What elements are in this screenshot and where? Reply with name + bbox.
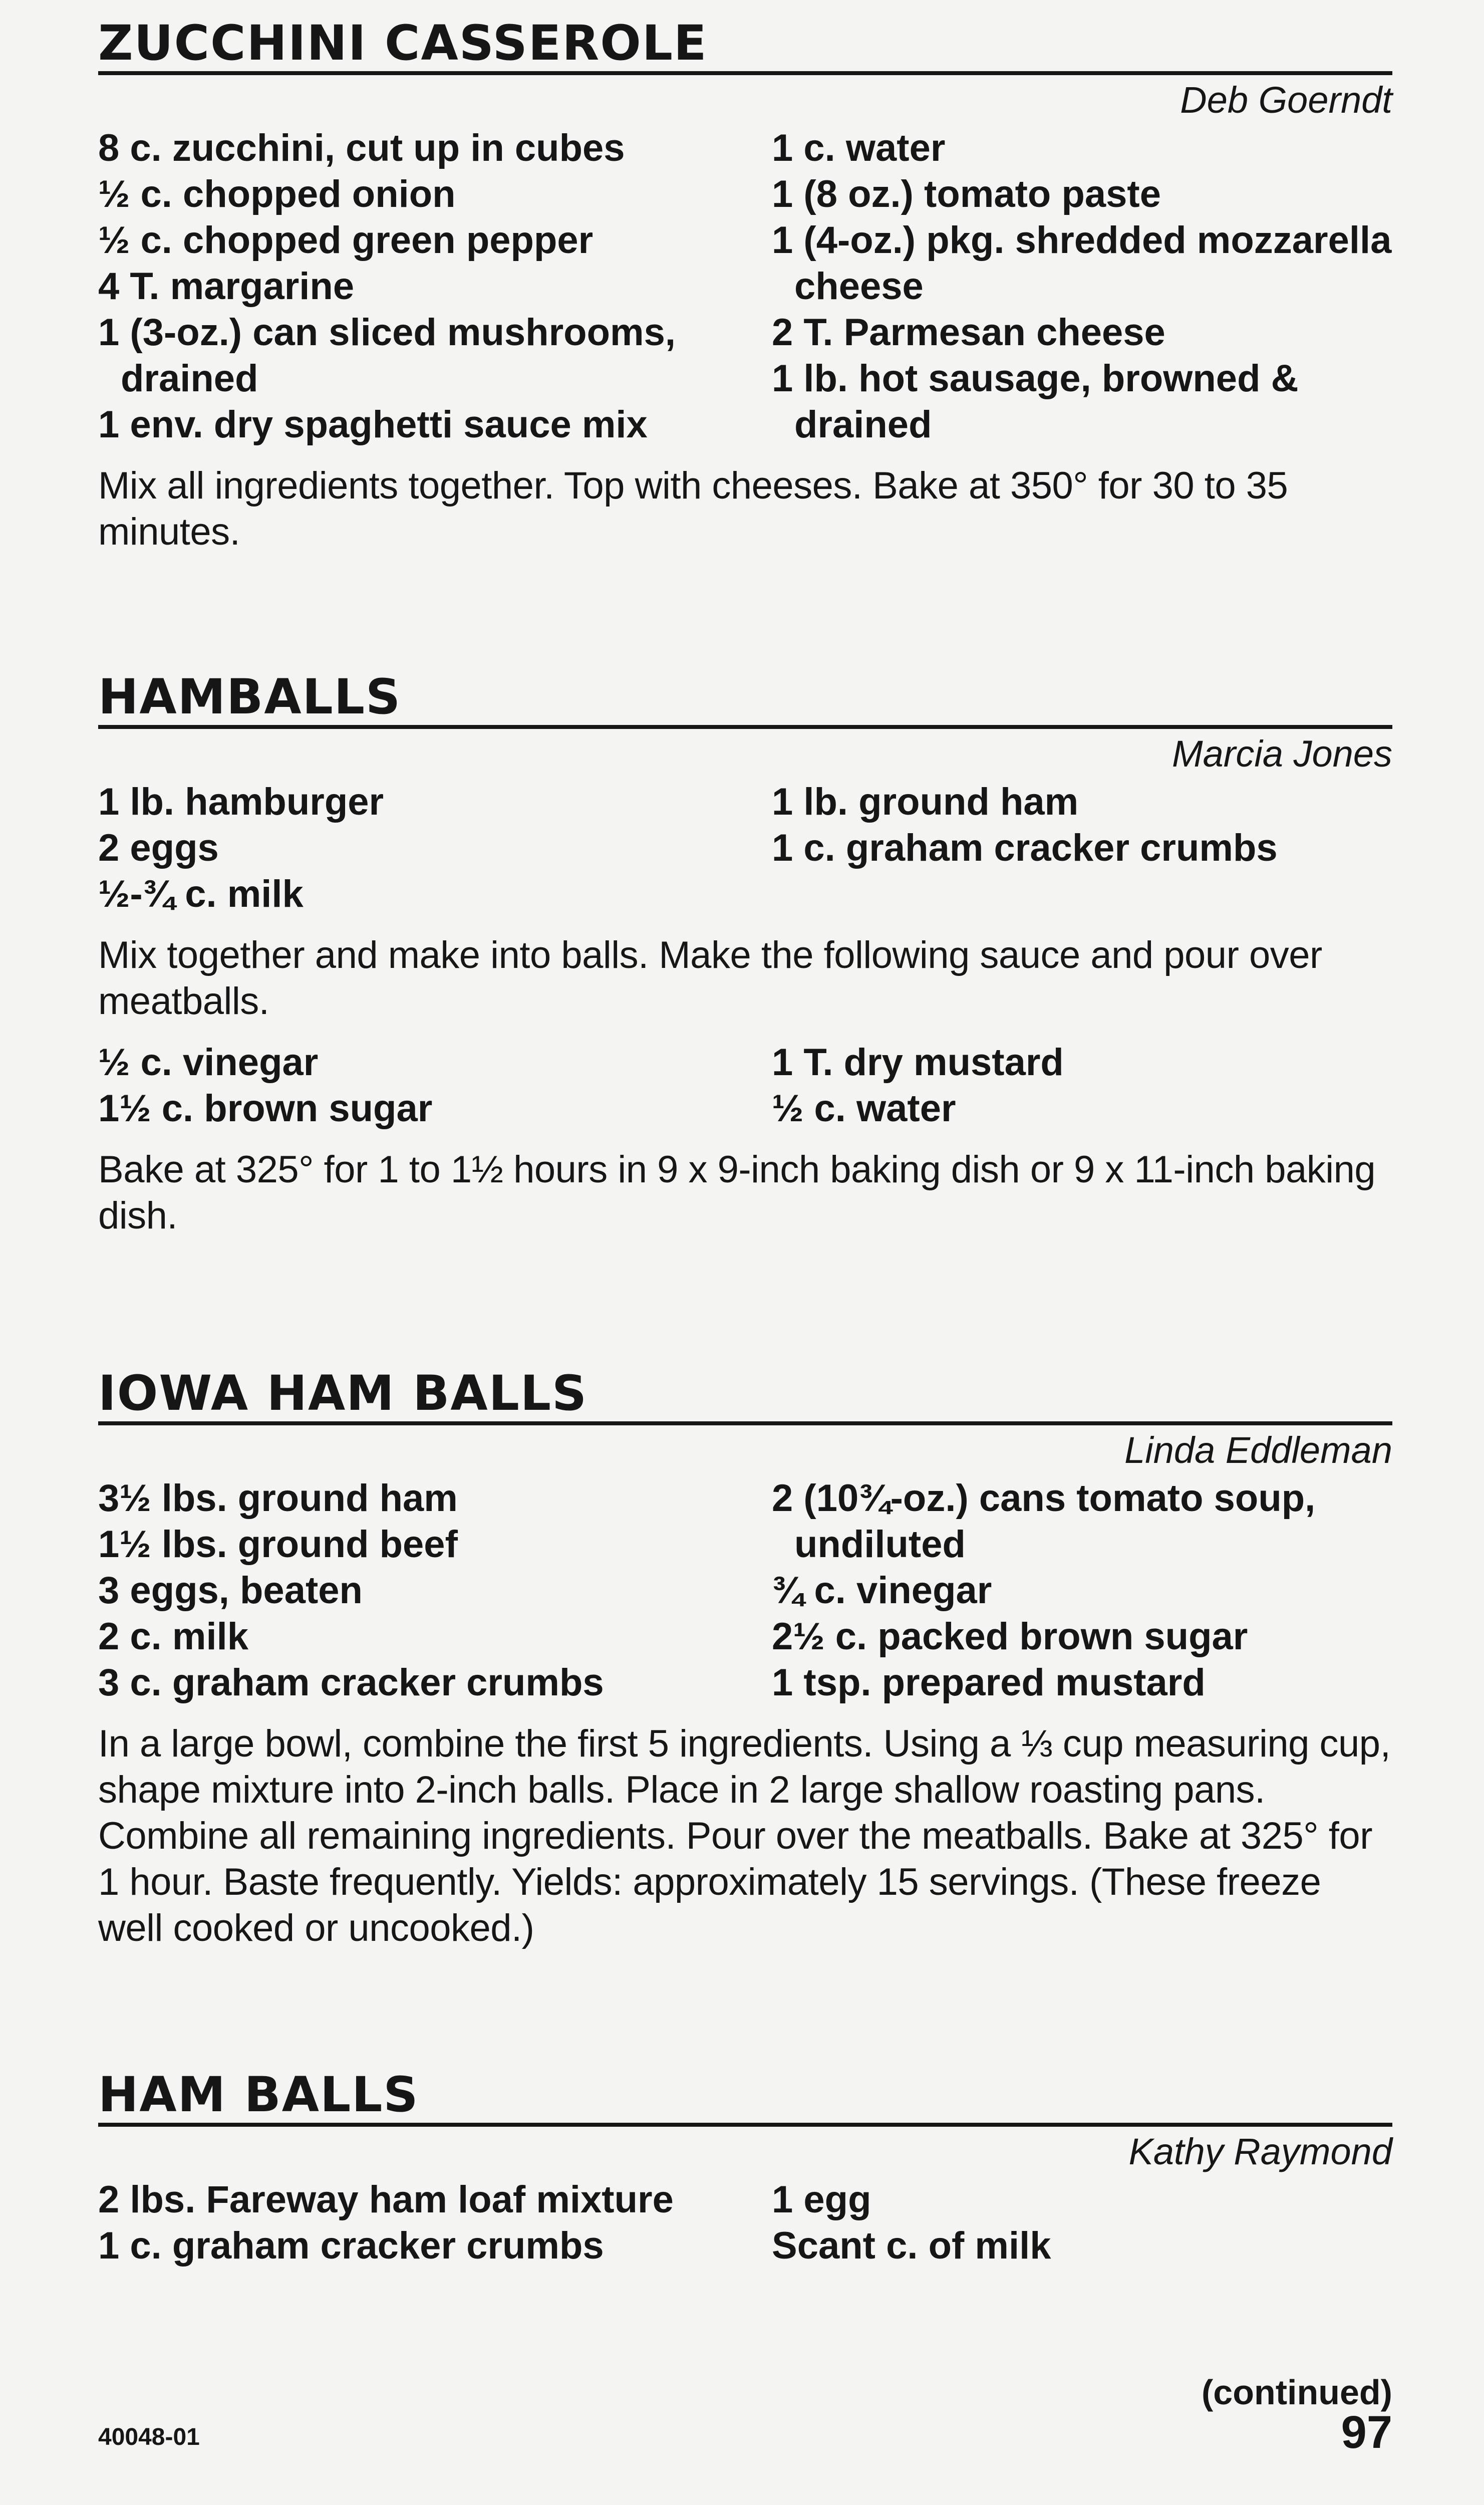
page-number: 97 (1341, 2407, 1392, 2458)
recipe-instructions: Mix together and make into balls. Make the following sauce and pour over meatballs. (98, 934, 1322, 1023)
title-rule (98, 725, 1392, 729)
ingredient: ¾ c. vinegar (772, 1569, 992, 1612)
ingredient: 1 egg (772, 2178, 871, 2221)
ingredient: 2 T. Parmesan cheese (772, 311, 1165, 354)
recipe-title: HAMBALLS (98, 669, 402, 725)
ingredient: 1 c. graham cracker crumbs (98, 2224, 604, 2267)
ingredient: 1 lb. hamburger (98, 781, 384, 823)
sauce-ingredient: 1½ c. brown sugar (98, 1087, 433, 1130)
ingredient: 2½ c. packed brown sugar (772, 1615, 1248, 1658)
ingredient: 2 (10¾-oz.) cans tomato soup, undiluted (772, 1477, 1326, 1566)
ingredients-left-column (98, 1475, 772, 1706)
ingredients-right-column (772, 1475, 1392, 1706)
ingredient: 1 (3-oz.) can sliced mushrooms, drained (98, 311, 687, 400)
title-rule (98, 1421, 1392, 1425)
recipe-baking-instructions: Bake at 325° for 1 to 1½ hours in 9 x 9-inch baking dish or 9 x 11-inch baking dish. (98, 1148, 1376, 1237)
ingredient: 2 lbs. Fareway ham loaf mixture (98, 2178, 674, 2221)
ingredient: 1 c. graham cracker crumbs (772, 827, 1278, 869)
title-rule (98, 2123, 1392, 2127)
ingredients-list (98, 125, 1402, 448)
sauce-right-column (772, 1040, 1392, 1132)
recipe-title: IOWA HAM BALLS (98, 1365, 588, 1421)
ingredient: 1 tsp. prepared mustard (772, 1661, 1206, 1704)
page-footer (98, 2370, 1392, 2458)
ingredient: 1 lb. ground ham (772, 781, 1079, 823)
continued-note: (continued) (1201, 2373, 1392, 2412)
ingredient: ½-¾ c. milk (98, 873, 304, 915)
recipe-author: Linda Eddleman (1124, 1429, 1392, 1471)
ingredient: 1 env. dry spaghetti sauce mix (98, 403, 648, 446)
ingredient: 1½ lbs. ground beef (98, 1523, 458, 1566)
ingredient: 3½ lbs. ground ham (98, 1477, 458, 1520)
recipe-author: Kathy Raymond (1128, 2131, 1392, 2172)
ingredients-list (98, 2177, 1392, 2269)
recipe-instructions: Mix all ingredients together. Top with cheeses. Bake at 350° for 30 to 35 minutes. (98, 464, 1288, 553)
recipe-hamballs (98, 669, 1392, 1254)
ingredient: 1 (8 oz.) tomato paste (772, 173, 1161, 215)
ingredient: 3 c. graham cracker crumbs (98, 1661, 604, 1704)
ingredients-list (98, 1475, 1392, 1706)
recipe-instructions: In a large bowl, combine the first 5 ingredients. Using a ⅓ cup measuring cup, shape mixture into 2-inch balls. Place in 2 large shallow roasting pans. Combine all remaining ingredients. Pour over the meatballs. Bake at 325° for 1 hour. Baste frequently. Yields: approximately 15 servings. (These freeze well cooked or uncooked.) (98, 1722, 1391, 1949)
recipe-title: HAM BALLS (98, 2067, 419, 2123)
ingredient: 4 T. margarine (98, 265, 355, 308)
sauce-ingredient: 1 T. dry mustard (772, 1041, 1064, 1084)
sauce-ingredient: ½ c. water (772, 1087, 956, 1130)
recipe-author: Deb Goerndt (1180, 79, 1392, 121)
ingredients-left-column (98, 779, 772, 917)
sauce-ingredients-list (98, 1040, 1392, 1132)
recipe-ham-balls (98, 2067, 1392, 2269)
ingredient: ½ c. chopped green pepper (98, 219, 593, 262)
ingredients-left-column (98, 2177, 772, 2269)
recipe-author: Marcia Jones (1171, 733, 1392, 775)
recipe-zucchini-casserole (98, 15, 1402, 570)
ingredient: ½ c. chopped onion (98, 173, 456, 215)
ingredient: 1 c. water (772, 127, 946, 169)
title-rule (98, 71, 1392, 75)
ingredient: 1 lb. hot sausage, browned & drained (772, 357, 1309, 446)
ingredient: 2 c. milk (98, 1615, 248, 1658)
book-code: 40048-01 (98, 2424, 200, 2450)
ingredient: 3 eggs, beaten (98, 1569, 363, 1612)
sauce-left-column (98, 1040, 772, 1132)
ingredients-list (98, 779, 1392, 917)
recipe-iowa-ham-balls (98, 1365, 1392, 1966)
recipe-title: ZUCCHINI CASSEROLE (98, 15, 708, 71)
ingredients-left-column (98, 125, 772, 448)
ingredient: 2 eggs (98, 827, 219, 869)
sauce-ingredient: ½ c. vinegar (98, 1041, 319, 1084)
ingredient: 8 c. zucchini, cut up in cubes (98, 127, 625, 169)
ingredient: Scant c. of milk (772, 2224, 1051, 2267)
ingredient: 1 (4-oz.) pkg. shredded mozzarella cheese (772, 219, 1402, 308)
ingredients-right-column (772, 2177, 1392, 2269)
ingredients-right-column (772, 779, 1392, 917)
ingredients-right-column (772, 125, 1402, 448)
